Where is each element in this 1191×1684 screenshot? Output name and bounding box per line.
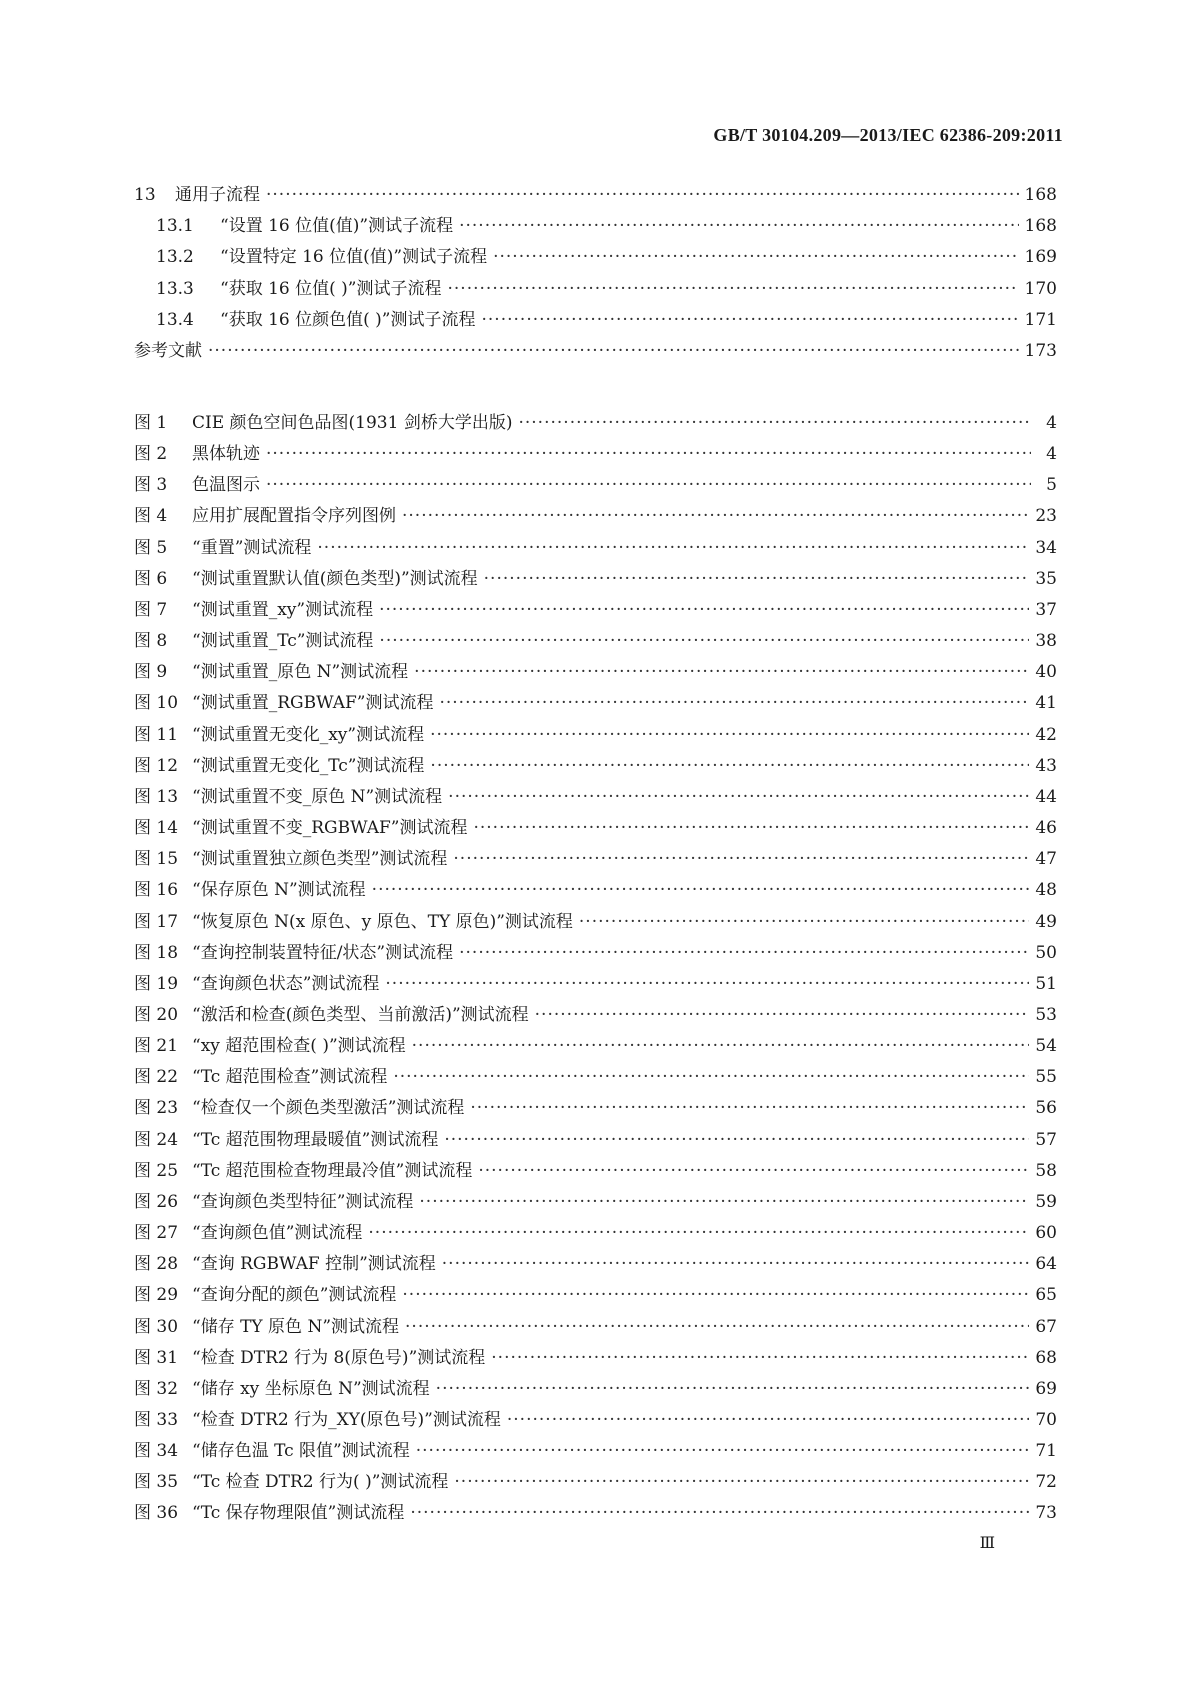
toc-entry-page: 168 — [1024, 216, 1057, 237]
toc-entry-number: 图 19 — [134, 973, 179, 994]
dot-leader — [430, 720, 1029, 751]
toc-entry-page: 69 — [1035, 1378, 1057, 1399]
toc-entry[interactable] — [134, 274, 1057, 305]
toc-entry-page: 170 — [1024, 278, 1057, 299]
figure-entry[interactable] — [134, 595, 1057, 626]
figure-entry[interactable] — [134, 1156, 1057, 1187]
toc-entry-page: 43 — [1035, 755, 1057, 776]
toc-entry-title: “Tc 超范围检查”测试流程 — [192, 1067, 388, 1088]
toc-entry-title: “查询控制装置特征/状态”测试流程 — [192, 942, 454, 963]
toc-entry-page: 50 — [1035, 942, 1057, 963]
figure-entry[interactable] — [134, 1498, 1057, 1529]
toc-entry-number: 图 30 — [134, 1316, 179, 1337]
toc-entry-number: 图 31 — [134, 1347, 179, 1368]
dot-leader — [419, 1187, 1029, 1218]
dot-leader — [491, 1343, 1029, 1374]
toc-entry-title: “测试重置_RGBWAF”测试流程 — [192, 693, 434, 714]
toc-entry-title: “检查仅一个颜色类型激活”测试流程 — [192, 1098, 465, 1119]
toc-entry-title: “Tc 超范围检查物理最冷值”测试流程 — [192, 1160, 473, 1181]
dot-leader — [579, 907, 1029, 938]
dot-leader — [448, 782, 1029, 813]
toc-entry-page: 54 — [1035, 1036, 1057, 1057]
toc-entry-page: 41 — [1035, 693, 1057, 714]
toc-entry-title: “保存原色 N”测试流程 — [192, 880, 366, 901]
toc-entry-title: 参考文献 — [134, 340, 202, 361]
dot-leader — [414, 657, 1029, 688]
figure-entry[interactable] — [134, 782, 1057, 813]
toc-entry-title: “获取 16 位值( )”测试子流程 — [220, 278, 442, 299]
toc-entry-title: 色温图示 — [192, 475, 260, 496]
page-number: Ⅲ — [979, 1533, 995, 1552]
dot-leader — [473, 813, 1029, 844]
toc-entry-page: 48 — [1035, 880, 1057, 901]
toc-entry[interactable] — [134, 242, 1057, 273]
figure-entry[interactable] — [134, 1280, 1057, 1311]
toc-entry-title: CIE 颜色空间色品图(1931 剑桥大学出版) — [192, 413, 513, 433]
toc-entry[interactable] — [134, 336, 1057, 367]
toc-entry-page: 168 — [1024, 185, 1057, 205]
figure-entry[interactable] — [134, 1093, 1057, 1124]
toc-entry-number: 图 10 — [134, 693, 179, 714]
toc-entry-number: 图 21 — [134, 1036, 179, 1057]
dot-leader — [266, 470, 1031, 501]
dot-leader — [518, 408, 1031, 439]
dot-leader — [484, 564, 1030, 595]
toc-entry-page: 57 — [1035, 1129, 1057, 1150]
toc-entry-number: 图 12 — [134, 755, 179, 776]
figure-entry[interactable] — [134, 626, 1057, 657]
toc-entry-title: “测试重置独立颜色类型”测试流程 — [192, 849, 448, 870]
figure-entry[interactable] — [134, 751, 1057, 782]
dot-leader — [448, 274, 1019, 305]
toc-entry-number: 图 25 — [134, 1160, 179, 1181]
toc-entry-page: 59 — [1035, 1191, 1057, 1212]
toc-entry-number: 13.4 — [156, 309, 194, 330]
dot-leader — [266, 180, 1019, 211]
toc-entry-page: 71 — [1035, 1441, 1057, 1462]
dot-leader — [393, 1062, 1029, 1093]
dot-leader — [208, 336, 1019, 367]
toc-entry-title: “恢复原色 N(x 原色、y 原色、TY 原色)”测试流程 — [192, 911, 573, 932]
toc-entry-page: 51 — [1035, 973, 1057, 994]
toc-entry-number: 图 23 — [134, 1098, 179, 1119]
toc-entry-page: 46 — [1035, 818, 1057, 839]
toc-entry-number: 图 24 — [134, 1129, 179, 1150]
figure-entry[interactable] — [134, 1405, 1057, 1436]
toc-entry-page: 67 — [1035, 1316, 1057, 1337]
toc-entry-title: “激活和检查(颜色类型、当前激活)”测试流程 — [192, 1004, 529, 1025]
figure-entry[interactable] — [134, 813, 1057, 844]
toc-entry-page: 44 — [1035, 786, 1057, 807]
dot-leader — [379, 595, 1029, 626]
figure-entry[interactable] — [134, 1374, 1057, 1405]
toc-section-figures — [134, 408, 1057, 1530]
toc-entry-number: 图 15 — [134, 849, 179, 870]
dot-leader — [317, 533, 1029, 564]
figure-entry[interactable] — [134, 533, 1057, 564]
toc-entry-number: 图 36 — [134, 1503, 179, 1524]
toc-entry-title: “Tc 保存物理限值”测试流程 — [192, 1503, 405, 1524]
toc-entry-page: 34 — [1035, 537, 1057, 558]
toc-entry-page: 73 — [1035, 1503, 1057, 1524]
toc-entry-title: “查询 RGBWAF 控制”测试流程 — [192, 1254, 436, 1275]
toc-entry-title: “设置 16 位值(值)”测试子流程 — [220, 216, 454, 237]
toc-entry-number: 图 17 — [134, 911, 179, 932]
toc-entry-number: 13.2 — [156, 247, 194, 268]
toc-entry-title: 通用子流程 — [175, 185, 260, 205]
toc-entry-page: 56 — [1035, 1098, 1057, 1119]
figure-entry[interactable] — [134, 907, 1057, 938]
toc-entry-title: “储存 TY 原色 N”测试流程 — [192, 1316, 400, 1337]
toc-entry-page: 171 — [1024, 309, 1057, 330]
toc-entry-title: “Tc 超范围物理最暖值”测试流程 — [192, 1129, 439, 1150]
toc-entry-title: “查询颜色值”测试流程 — [192, 1223, 363, 1244]
toc-entry-number: 图 27 — [134, 1223, 179, 1244]
toc-entry-number: 13.1 — [156, 216, 194, 237]
toc-entry-page: 42 — [1035, 724, 1057, 745]
figure-entry[interactable] — [134, 1249, 1057, 1280]
toc-entry-page: 173 — [1024, 340, 1057, 361]
figure-entry[interactable] — [134, 1187, 1057, 1218]
toc-entry[interactable] — [134, 180, 1057, 211]
dot-leader — [410, 1498, 1029, 1529]
figure-entry[interactable] — [134, 1000, 1057, 1031]
toc-entry-title: “检查 DTR2 行为_XY(原色号)”测试流程 — [192, 1410, 501, 1430]
toc-entry-page: 4 — [1046, 413, 1057, 433]
toc-entry-number: 图 22 — [134, 1067, 179, 1088]
figure-entry[interactable] — [134, 1312, 1057, 1343]
toc-entry-page: 58 — [1035, 1160, 1057, 1181]
dot-leader — [430, 751, 1029, 782]
toc-entry-number: 图 1 — [134, 413, 168, 433]
toc-entry-title: “测试重置_Tc”测试流程 — [192, 631, 374, 652]
figure-entry[interactable] — [134, 688, 1057, 719]
toc-entry-number: 图 33 — [134, 1410, 179, 1430]
toc-entry-number: 图 18 — [134, 942, 179, 963]
figure-entry[interactable] — [134, 564, 1057, 595]
toc-entry-number: 图 7 — [134, 599, 168, 620]
dot-leader — [372, 875, 1030, 906]
document-header: GB/T 30104.209—2013/IEC 62386-209:2011 — [713, 125, 1063, 145]
toc-entry-number: 图 35 — [134, 1472, 179, 1493]
toc-entry-number: 图 13 — [134, 786, 179, 807]
toc-entry-title: “查询分配的颜色”测试流程 — [192, 1285, 397, 1306]
figure-entry[interactable] — [134, 969, 1057, 1000]
toc-entry-number: 图 32 — [134, 1378, 179, 1399]
dot-leader — [453, 844, 1029, 875]
toc-entry-page: 55 — [1035, 1067, 1057, 1088]
figure-entry[interactable] — [134, 1343, 1057, 1374]
toc-entry-page: 35 — [1035, 568, 1057, 589]
toc-entry-number: 图 9 — [134, 662, 168, 683]
toc-entry-title: “xy 超范围检查( )”测试流程 — [192, 1036, 406, 1057]
toc-entry-page: 47 — [1035, 849, 1057, 870]
toc-entry-title: “测试重置_xy”测试流程 — [192, 599, 374, 620]
toc-entry-title: “查询颜色类型特征”测试流程 — [192, 1191, 414, 1212]
dot-leader — [478, 1156, 1029, 1187]
toc-entry-title: “获取 16 位颜色值( )”测试子流程 — [220, 309, 476, 330]
toc-entry-title: “测试重置无变化_xy”测试流程 — [192, 724, 425, 745]
dot-leader — [507, 1405, 1029, 1436]
dot-leader — [482, 305, 1019, 336]
toc-entry-page: 4 — [1046, 444, 1057, 465]
figure-entry[interactable] — [134, 1125, 1057, 1156]
toc-section-clauses — [134, 180, 1057, 367]
toc-entry-page: 40 — [1035, 662, 1057, 683]
dot-leader — [454, 1467, 1029, 1498]
dot-leader — [493, 242, 1018, 273]
toc-entry-number: 图 26 — [134, 1191, 179, 1212]
figure-entry[interactable] — [134, 1218, 1057, 1249]
toc-entry-page: 53 — [1035, 1004, 1057, 1025]
figure-entry[interactable] — [134, 657, 1057, 688]
dot-leader — [405, 1312, 1029, 1343]
toc-entry-number: 图 6 — [134, 568, 168, 589]
figure-entry[interactable] — [134, 470, 1057, 501]
toc-entry-title: “储存 xy 坐标原色 N”测试流程 — [192, 1378, 430, 1399]
toc-entry-number: 图 4 — [134, 506, 168, 527]
toc-entry-number: 13 — [134, 185, 156, 205]
toc-entry-number: 图 11 — [134, 724, 179, 745]
figure-entry[interactable] — [134, 439, 1057, 470]
toc-entry-page: 23 — [1035, 506, 1057, 527]
figure-entry[interactable] — [134, 844, 1057, 875]
toc-entry-number: 图 8 — [134, 631, 168, 652]
toc-entry-number: 图 5 — [134, 537, 168, 558]
toc-entry-title: “测试重置无变化_Tc”测试流程 — [192, 755, 425, 776]
figure-entry[interactable] — [134, 1062, 1057, 1093]
dot-leader — [402, 501, 1029, 532]
dot-leader — [385, 969, 1029, 1000]
toc-entry-number: 图 29 — [134, 1285, 179, 1306]
toc-entry-page: 68 — [1035, 1347, 1057, 1368]
toc-entry-title: “测试重置不变_原色 N”测试流程 — [192, 786, 443, 807]
toc-entry-title: “设置特定 16 位值(值)”测试子流程 — [220, 247, 488, 268]
toc-entry-page: 38 — [1035, 631, 1057, 652]
toc-entry-page: 72 — [1035, 1472, 1057, 1493]
toc-entry-number: 13.3 — [156, 278, 194, 299]
dot-leader — [379, 626, 1029, 657]
figure-entry[interactable] — [134, 720, 1057, 751]
toc-entry-number: 图 3 — [134, 475, 168, 496]
figure-entry[interactable] — [134, 938, 1057, 969]
toc-entry-page: 64 — [1035, 1254, 1057, 1275]
figure-entry[interactable] — [134, 1031, 1057, 1062]
dot-leader — [402, 1280, 1029, 1311]
toc-entry-page: 49 — [1035, 911, 1057, 932]
figure-entry[interactable] — [134, 1467, 1057, 1498]
dot-leader — [416, 1436, 1030, 1467]
toc-entry-page: 37 — [1035, 599, 1057, 620]
toc-entry-title: 应用扩展配置指令序列图例 — [192, 506, 396, 527]
toc-entry-page: 70 — [1035, 1410, 1057, 1430]
figure-entry[interactable] — [134, 1436, 1057, 1467]
dot-leader — [444, 1125, 1029, 1156]
toc-entry-page: 169 — [1024, 247, 1057, 268]
toc-entry-title: “储存色温 Tc 限值”测试流程 — [192, 1441, 410, 1462]
toc-entry-page: 65 — [1035, 1285, 1057, 1306]
dot-leader — [368, 1218, 1029, 1249]
toc-entry-title: “Tc 检查 DTR2 行为( )”测试流程 — [192, 1472, 449, 1493]
dot-leader — [266, 439, 1031, 470]
toc-entry-number: 图 20 — [134, 1004, 179, 1025]
toc-entry-title: “查询颜色状态”测试流程 — [192, 973, 380, 994]
toc-entry-title: “检查 DTR2 行为 8(原色号)”测试流程 — [192, 1347, 486, 1368]
toc-entry-title: 黑体轨迹 — [192, 444, 260, 465]
toc-entry-title: “测试重置不变_RGBWAF”测试流程 — [192, 818, 468, 839]
dot-leader — [439, 688, 1029, 719]
dot-leader — [470, 1093, 1029, 1124]
figure-entry[interactable] — [134, 875, 1057, 906]
figure-entry[interactable] — [134, 408, 1057, 439]
toc-entry-title: “测试重置默认值(颜色类型)”测试流程 — [192, 568, 478, 589]
toc-entry[interactable] — [134, 305, 1057, 336]
figure-entry[interactable] — [134, 501, 1057, 532]
toc-entry-title: “测试重置_原色 N”测试流程 — [192, 662, 409, 683]
toc-entry-number: 图 14 — [134, 818, 179, 839]
toc-entry-number: 图 28 — [134, 1254, 179, 1275]
toc-entry-number: 图 16 — [134, 880, 179, 901]
dot-leader — [459, 211, 1018, 242]
toc-entry[interactable] — [134, 211, 1057, 242]
dot-leader — [412, 1031, 1030, 1062]
toc-entry-number: 图 34 — [134, 1441, 179, 1462]
dot-leader — [459, 938, 1029, 969]
toc-entry-page: 60 — [1035, 1223, 1057, 1244]
toc-entry-number: 图 2 — [134, 444, 168, 465]
dot-leader — [442, 1249, 1030, 1280]
toc-entry-page: 5 — [1046, 475, 1057, 496]
dot-leader — [436, 1374, 1030, 1405]
dot-leader — [535, 1000, 1030, 1031]
toc-entry-title: “重置”测试流程 — [192, 537, 312, 558]
